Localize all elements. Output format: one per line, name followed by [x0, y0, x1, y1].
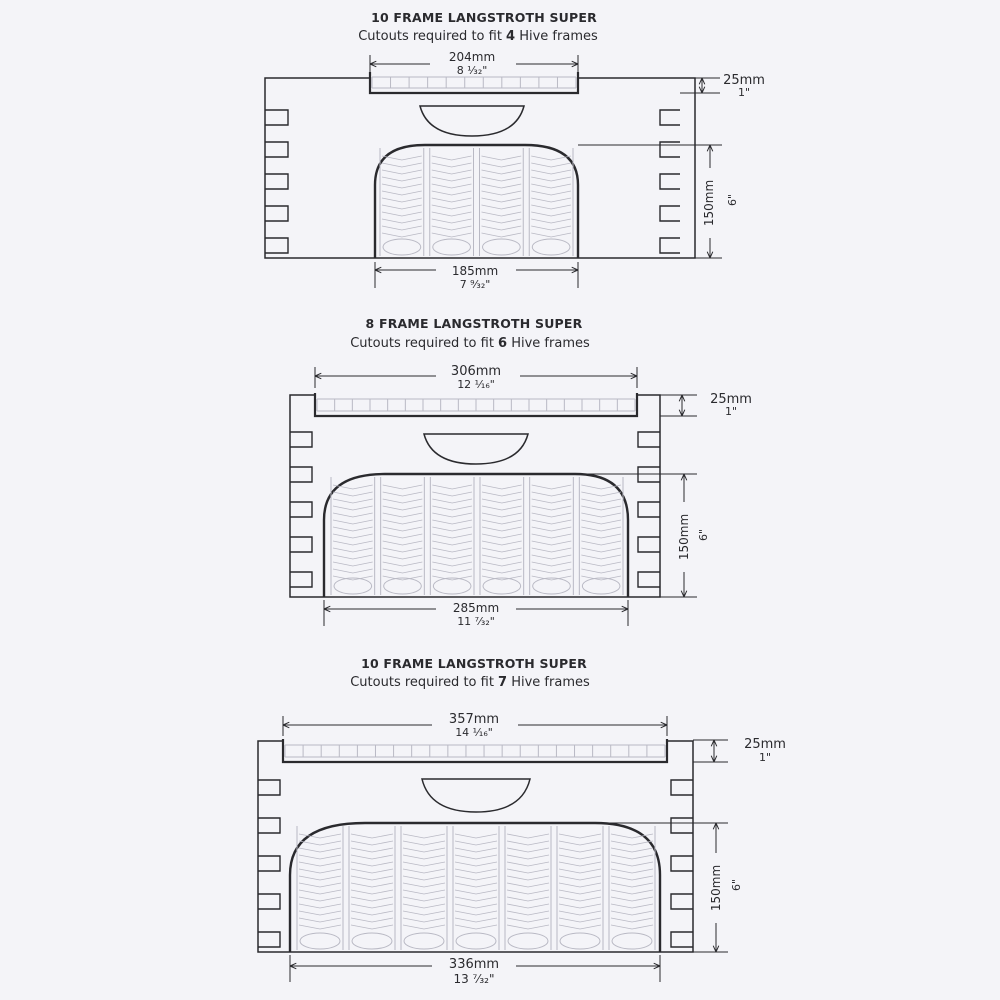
handle-notch: [265, 238, 288, 253]
handle-notch: [671, 856, 693, 871]
handle-notch: [290, 537, 312, 552]
hive-frame: [401, 826, 447, 950]
handle-notch: [638, 537, 660, 552]
diagram-subtitle: Cutouts required to fit 4 Hive frames: [358, 29, 598, 44]
hive-frame: [331, 477, 375, 595]
slot-depth-dimension: [693, 737, 786, 764]
hive-frame: [430, 148, 474, 256]
diagram-2: [290, 316, 752, 628]
handle-notch: [290, 502, 312, 517]
hive-frame: [579, 477, 623, 595]
bottom-width-dimension: [290, 955, 660, 986]
handle-notches-left: [258, 780, 280, 947]
handle-notch: [660, 238, 680, 253]
slot-depth-dimension: [660, 392, 752, 418]
hive-frame: [380, 148, 424, 256]
height-mm: 150mm: [677, 513, 691, 561]
handle-notch: [638, 432, 660, 447]
handle-notch: [660, 174, 680, 189]
top-width-mm: 357mm: [448, 712, 500, 727]
handle-notch: [258, 932, 280, 947]
bottom-width-dimension: [324, 600, 628, 628]
hive-frame: [349, 826, 395, 950]
handle-notches-right: [671, 780, 693, 947]
slot-depth-mm: 25mm: [710, 392, 752, 407]
handle-notches-right: [660, 110, 680, 253]
frame-top-bars: [372, 77, 576, 88]
hive-frame: [480, 477, 524, 595]
diagram-3: [258, 656, 786, 986]
hive-frame: [529, 148, 573, 256]
bottom-width-in: 7 ⁹⁄₃₂": [459, 278, 491, 291]
top-width-in: 12 ¹⁄₁₆": [457, 378, 495, 391]
hive-frame: [609, 826, 655, 950]
hive-frames-sketch: [285, 745, 665, 950]
top-width-dimension: [370, 50, 578, 77]
frame-top-bars: [317, 399, 635, 411]
handle-notches-left: [265, 110, 288, 253]
handle-notch: [290, 572, 312, 587]
slot-depth-in: 1": [737, 86, 751, 99]
diagram-subtitle: Cutouts required to fit 6 Hive frames: [350, 336, 590, 351]
hive-frame: [381, 477, 425, 595]
bottom-width-in: 13 ⁷⁄₃₂": [453, 972, 495, 986]
handle-notch: [638, 502, 660, 517]
slot-depth-in: 1": [724, 405, 738, 418]
hive-frame: [480, 148, 524, 256]
height-dimension: [578, 145, 739, 258]
top-width-dimension: [283, 712, 667, 739]
height-mm: 150mm: [702, 179, 716, 227]
handle-notch: [671, 780, 693, 795]
handle-notch: [660, 142, 680, 157]
handle-notch: [258, 818, 280, 833]
super-box-outline: [258, 739, 693, 952]
handle-notch: [660, 110, 680, 125]
handle-notch: [265, 174, 288, 189]
handle-notch: [265, 110, 288, 125]
handle-notch: [671, 818, 693, 833]
bottom-width-mm: 336mm: [448, 957, 500, 972]
hive-frame: [297, 826, 343, 950]
diagram-title: 8 FRAME LANGSTROTH SUPER: [365, 316, 583, 331]
diagram-1: [265, 10, 765, 291]
diagram-subtitle: Cutouts required to fit 7 Hive frames: [350, 675, 590, 690]
top-width-in: 8 ¹⁄₃₂": [456, 64, 488, 77]
handle-notch: [265, 206, 288, 221]
bottom-width-mm: 185mm: [451, 264, 499, 278]
frame-top-bars: [285, 745, 665, 757]
height-in: 6": [697, 528, 710, 542]
height-in: 6": [730, 878, 743, 892]
height-mm: 150mm: [709, 864, 723, 912]
height-in: 6": [726, 193, 739, 207]
top-width-mm: 204mm: [448, 50, 496, 64]
diagram-title: 10 FRAME LANGSTROTH SUPER: [361, 656, 587, 671]
bottom-width-in: 11 ⁷⁄₃₂": [457, 615, 495, 628]
top-width-mm: 306mm: [450, 364, 502, 379]
hive-frame: [557, 826, 603, 950]
handle-notches-right: [638, 432, 660, 587]
top-width-in: 14 ¹⁄₁₆": [455, 726, 493, 739]
handle-notch: [258, 780, 280, 795]
hive-frames-sketch: [317, 399, 635, 595]
handle-notch: [265, 142, 288, 157]
bottom-width-mm: 285mm: [452, 601, 500, 615]
hive-frame: [530, 477, 574, 595]
handle-notch: [671, 932, 693, 947]
slot-depth-in: 1": [758, 751, 772, 764]
top-width-dimension: [315, 364, 637, 391]
handle-notches-left: [290, 432, 312, 587]
diagram-title: 10 FRAME LANGSTROTH SUPER: [371, 10, 597, 25]
handle-notch: [638, 572, 660, 587]
hive-frame: [430, 477, 474, 595]
hive-frames-sketch: [372, 77, 576, 256]
handle-notch: [258, 894, 280, 909]
handle-notch: [258, 856, 280, 871]
slot-depth-mm: 25mm: [723, 73, 765, 88]
hive-frame: [505, 826, 551, 950]
slot-depth-dimension: [680, 73, 765, 99]
slot-depth-mm: 25mm: [744, 737, 786, 752]
handle-notch: [290, 467, 312, 482]
handle-notch: [290, 432, 312, 447]
bottom-width-dimension: [375, 262, 578, 291]
handle-notch: [660, 206, 680, 221]
handle-notch: [671, 894, 693, 909]
height-dimension: [580, 474, 710, 597]
hive-frame: [453, 826, 499, 950]
